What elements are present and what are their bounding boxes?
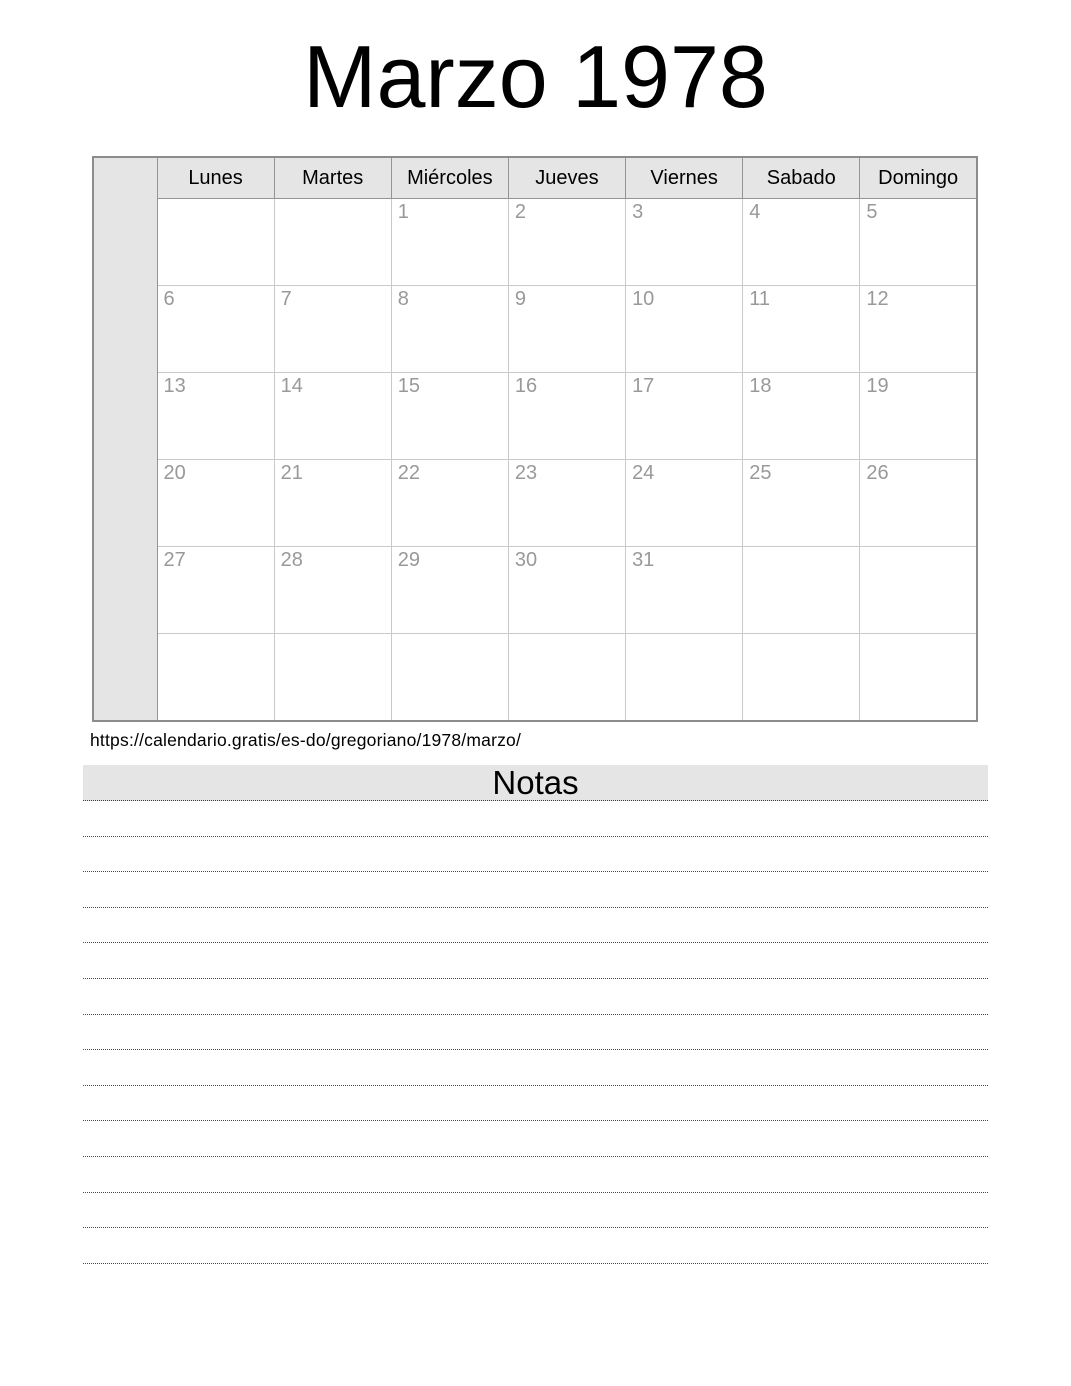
calendar-day-cell: 4 — [743, 199, 860, 286]
calendar-day-cell: 31 — [626, 547, 743, 634]
calendar-day-cell: 22 — [391, 460, 508, 547]
day-header-lunes: Lunes — [157, 157, 274, 199]
calendar-day-cell: 9 — [508, 286, 625, 373]
calendar-day-cell — [157, 199, 274, 286]
week-number-column — [93, 157, 157, 721]
calendar-day-cell: 2 — [508, 199, 625, 286]
calendar-week-row — [93, 286, 977, 373]
note-line — [83, 979, 988, 1015]
calendar-day-cell: 3 — [626, 199, 743, 286]
calendar-day-cell: 20 — [157, 460, 274, 547]
calendar-table — [92, 156, 978, 722]
notes-section — [83, 765, 988, 1264]
calendar-day-cell: 5 — [860, 199, 977, 286]
calendar-day-cell: 6 — [157, 286, 274, 373]
calendar-day-cell: 26 — [860, 460, 977, 547]
calendar-day-cell: 30 — [508, 547, 625, 634]
calendar-day-cell: 27 — [157, 547, 274, 634]
calendar-day-cell: 7 — [274, 286, 391, 373]
note-line — [83, 908, 988, 944]
calendar-day-cell — [626, 634, 743, 722]
calendar-day-cell: 29 — [391, 547, 508, 634]
day-header-miercoles: Miércoles — [391, 157, 508, 199]
day-header-domingo: Domingo — [860, 157, 977, 199]
calendar-day-cell — [743, 634, 860, 722]
calendar-day-cell: 15 — [391, 373, 508, 460]
calendar-day-cell — [274, 199, 391, 286]
note-line — [83, 1086, 988, 1122]
calendar-day-cell — [743, 547, 860, 634]
calendar-week-row — [93, 634, 977, 722]
calendar-day-cell: 21 — [274, 460, 391, 547]
source-url: https://calendario.gratis/es-do/gregoriano/1978/marzo/ — [90, 730, 522, 750]
note-line — [83, 1050, 988, 1086]
notes-title: Notas — [492, 764, 579, 801]
note-line — [83, 1157, 988, 1193]
note-line — [83, 872, 988, 908]
calendar-day-cell: 23 — [508, 460, 625, 547]
note-line — [83, 1015, 988, 1051]
calendar-day-cell: 1 — [391, 199, 508, 286]
note-line — [83, 943, 988, 979]
calendar-week-row — [93, 373, 977, 460]
calendar-day-cell: 18 — [743, 373, 860, 460]
calendar-day-cell — [274, 634, 391, 722]
note-line — [83, 837, 988, 873]
day-header-martes: Martes — [274, 157, 391, 199]
note-line — [83, 801, 988, 837]
calendar-header-row — [93, 157, 977, 199]
calendar-day-cell: 11 — [743, 286, 860, 373]
day-header-sabado: Sabado — [743, 157, 860, 199]
calendar-day-cell: 17 — [626, 373, 743, 460]
page-title: Marzo 1978 — [303, 27, 768, 126]
calendar-day-cell: 12 — [860, 286, 977, 373]
calendar-day-cell: 16 — [508, 373, 625, 460]
calendar-day-cell: 25 — [743, 460, 860, 547]
note-line — [83, 1193, 988, 1229]
calendar-week-row — [93, 547, 977, 634]
note-line — [83, 1228, 988, 1264]
calendar-day-cell: 28 — [274, 547, 391, 634]
calendar-day-cell: 24 — [626, 460, 743, 547]
calendar-day-cell: 19 — [860, 373, 977, 460]
calendar-day-cell — [508, 634, 625, 722]
calendar-week-row — [93, 199, 977, 286]
calendar-day-cell: 10 — [626, 286, 743, 373]
note-line — [83, 1121, 988, 1157]
notes-header — [83, 765, 988, 801]
calendar-day-cell: 13 — [157, 373, 274, 460]
calendar-day-cell — [860, 634, 977, 722]
calendar-day-cell: 8 — [391, 286, 508, 373]
calendar-day-cell — [860, 547, 977, 634]
calendar-day-cell — [391, 634, 508, 722]
calendar-day-cell — [157, 634, 274, 722]
notes-lines — [83, 801, 988, 1264]
calendar-day-cell: 14 — [274, 373, 391, 460]
calendar-week-row — [93, 460, 977, 547]
day-header-jueves: Jueves — [508, 157, 625, 199]
day-header-viernes: Viernes — [626, 157, 743, 199]
